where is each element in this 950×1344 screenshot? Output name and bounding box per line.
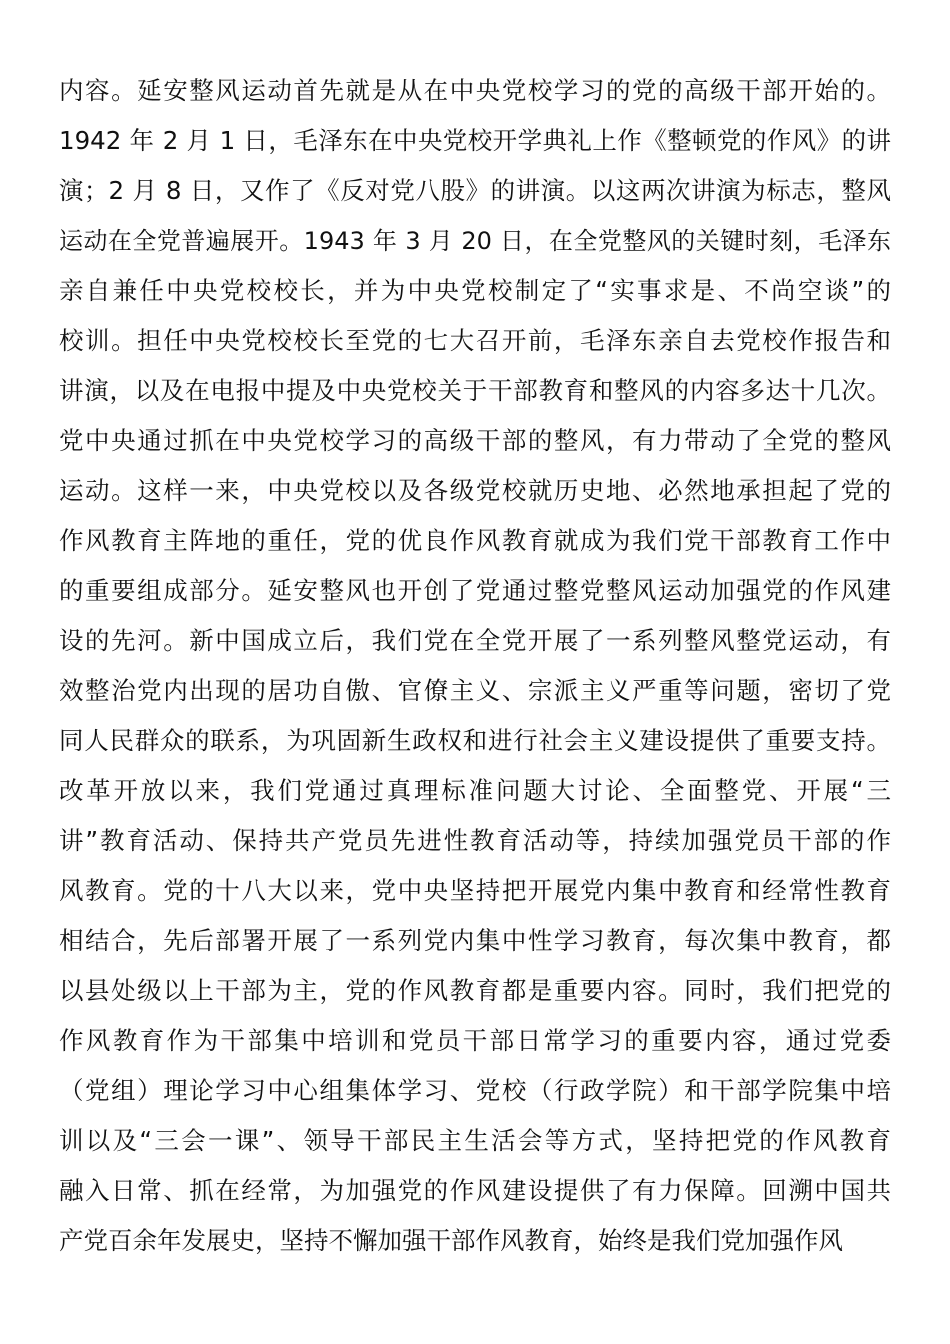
text-line-3: 演；2 月 8 日，又作了《反对党八股》的讲演。以这两次讲演为标志，整风 xyxy=(59,176,891,205)
text-line-1: 内容。延安整风运动首先就是从在中央党校学习的党的高级干部开始的。 xyxy=(59,76,891,105)
text-line-9: 运动。这样一来，中央党校以及各级党校就历史地、必然地承担起了党的 xyxy=(59,476,891,505)
text-line-10: 作风教育主阵地的重任，党的优良作风教育就成为我们党干部教育工作中 xyxy=(59,526,891,555)
text-line-2: 1942 年 2 月 1 日，毛泽东在中央党校开学典礼上作《整顿党的作风》的讲 xyxy=(59,126,891,155)
text-line-19: 以县处级以上干部为主，党的作风教育都是重要内容。同时，我们把党的 xyxy=(59,976,891,1005)
text-line-6: 校训。担任中央党校校长至党的七大召开前，毛泽东亲自去党校作报告和 xyxy=(59,326,891,355)
text-line-15: 改革开放以来，我们党通过真理标准问题大讨论、全面整党、开展“三 xyxy=(59,776,891,805)
text-line-20: 作风教育作为干部集中培训和党员干部日常学习的重要内容，通过党委 xyxy=(59,1026,891,1055)
text-line-18: 相结合，先后部署开展了一系列党内集中性学习教育，每次集中教育，都 xyxy=(59,926,891,955)
text-line-12: 设的先河。新中国成立后，我们党在全党开展了一系列整风整党运动，有 xyxy=(59,626,891,655)
body-text xyxy=(59,66,891,1266)
text-line-7: 讲演，以及在电报中提及中央党校关于干部教育和整风的内容多达十几次。 xyxy=(59,376,891,405)
text-line-8: 党中央通过抓在中央党校学习的高级干部的整风，有力带动了全党的整风 xyxy=(59,426,891,455)
text-line-17: 风教育。党的十八大以来，党中央坚持把开展党内集中教育和经常性教育 xyxy=(59,876,891,905)
text-line-21: （党组）理论学习中心组集体学习、党校（行政学院）和干部学院集中培 xyxy=(59,1076,891,1105)
text-line-24: 产党百余年发展史，坚持不懈加强干部作风教育，始终是我们党加强作风 xyxy=(59,1226,843,1255)
text-line-22: 训以及“三会一课”、领导干部民主生活会等方式，坚持把党的作风教育 xyxy=(59,1126,891,1155)
text-line-13: 效整治党内出现的居功自傲、官僚主义、宗派主义严重等问题，密切了党 xyxy=(59,676,891,705)
text-line-16: 讲”教育活动、保持共产党员先进性教育活动等，持续加强党员干部的作 xyxy=(59,826,891,855)
text-line-5: 亲自兼任中央党校校长，并为中央党校制定了“实事求是、不尚空谈”的 xyxy=(59,276,891,305)
text-line-23: 融入日常、抓在经常，为加强党的作风建设提供了有力保障。回溯中国共 xyxy=(59,1176,891,1205)
text-line-11: 的重要组成部分。延安整风也开创了党通过整党整风运动加强党的作风建 xyxy=(59,576,891,605)
text-line-4: 运动在全党普遍展开。1943 年 3 月 20 日，在全党整风的关键时刻，毛泽东 xyxy=(59,227,891,255)
text-line-14: 同人民群众的联系，为巩固新生政权和进行社会主义建设提供了重要支持。 xyxy=(59,726,891,755)
